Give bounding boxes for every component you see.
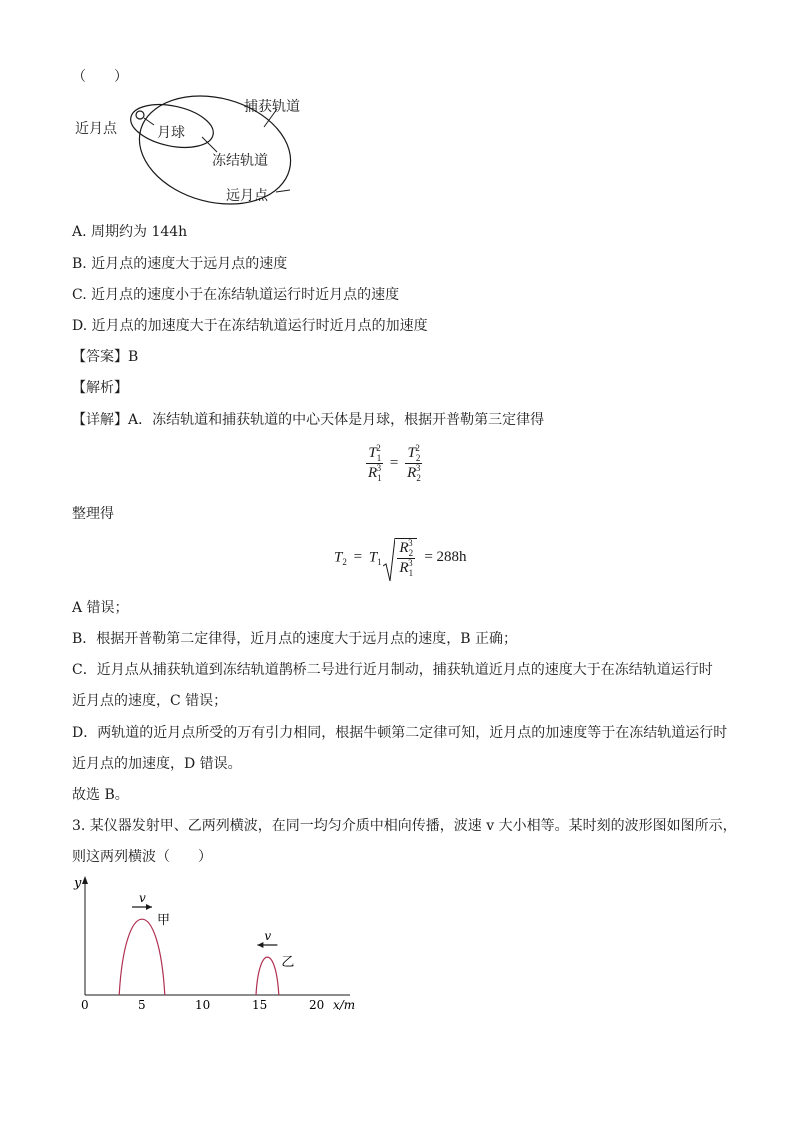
fraction-right: $\frac{T_2^2}{R_2^3}$: [407, 443, 421, 483]
detail-tag: 【详解】: [72, 412, 128, 428]
x-tick-label: 15: [252, 998, 268, 1012]
detail-line-1: [72, 410, 544, 430]
wave-b-curve: [256, 957, 279, 995]
velocity-arrowhead: [146, 904, 152, 910]
answer-tag: 【答案】: [72, 349, 128, 365]
x-axis-label: x/m: [333, 998, 356, 1012]
kepler-third-law-formula: [366, 444, 422, 483]
x-tick-label: 0: [81, 998, 89, 1012]
x-ticks: [81, 998, 324, 1012]
wave-a-label: 甲: [157, 913, 171, 928]
wave-b-label: 乙: [281, 955, 295, 970]
c-explanation-1: C．近月点从捕获轨道到冻结轨道鹊桥二号进行近月制动，捕获轨道近月点的速度大于在冻结轨道运行时: [72, 662, 713, 678]
sqrt-fraction: $\frac{R_2^3}{R_1^3}$: [399, 538, 414, 578]
b-explanation: B．根据开普勒第二定律得，近月点的速度大于远月点的速度，B 正确；: [72, 631, 518, 647]
option-b: B. 近月点的速度大于远月点的速度: [72, 256, 288, 272]
sqrt-sign: [383, 538, 395, 582]
wave-chart: [60, 870, 370, 1020]
sqrt-radical: [395, 538, 416, 578]
label-far-point: 远月点: [226, 188, 268, 204]
x-tick-label: 5: [138, 998, 146, 1012]
fraction-left: $\frac{T_1^2}{R_1^3}$: [368, 443, 382, 483]
a-wrong-line: A 错误；: [72, 600, 129, 616]
rearrange-line: 整理得: [72, 506, 114, 522]
y-axis-arrow: [82, 876, 88, 884]
x-tick-label: 10: [195, 998, 211, 1012]
answer-line: [72, 347, 138, 367]
option-c: C. 近月点的速度小于在冻结轨道运行时近月点的速度: [72, 287, 400, 303]
detail-text: A．冻结轨道和捕获轨道的中心天体是月球，根据开普勒第三定律得: [128, 412, 545, 428]
velocity-label: v: [264, 929, 272, 943]
velocity-arrowhead: [257, 942, 263, 948]
conclusion-line: 故选 B。: [72, 787, 129, 803]
moon-marker: [136, 111, 144, 119]
question-3-line-2: 则这两列横波（ ）: [72, 849, 212, 865]
period-formula: $T_2 = T_1$ $\frac{R_2^3}{R_1^3}$ = 288h: [334, 538, 467, 578]
d-explanation-1: D．两轨道的近月点所受的万有引力相同，根据牛顿第二定律可知，近月点的加速度等于在冻结轨道运行时: [72, 725, 728, 741]
moon-leader: [144, 118, 154, 125]
label-freeze-orbit: 冻结轨道: [212, 153, 268, 169]
velocity-label: v: [139, 891, 146, 905]
question-stub: （ ）: [72, 69, 128, 85]
d-explanation-2: 近月点的加速度，D 错误。: [72, 756, 242, 772]
x-tick-label: 20: [309, 998, 325, 1012]
c-explanation-2: 近月点的速度，C 错误；: [72, 693, 228, 709]
orbit-diagram: [72, 92, 332, 212]
label-capture-orbit: 捕获轨道: [244, 99, 300, 115]
label-near-point: 近月点: [75, 121, 117, 137]
option-d: D. 近月点的加速度大于在冻结轨道运行时近月点的加速度: [72, 318, 428, 334]
far-leader: [276, 190, 290, 192]
analysis-tag: 【解析】: [72, 380, 128, 396]
label-moon: 月球: [157, 125, 185, 141]
equals-sign: =: [389, 455, 399, 471]
wave-a-curve: [119, 919, 165, 995]
y-axis-label: y: [74, 876, 82, 891]
waves: [119, 891, 294, 995]
question-3-line-1: 3. 某仪器发射甲、乙两列横波，在同一均匀介质中相向传播，波速 v 大小相等。某时刻的波形图如图所示，: [72, 818, 737, 834]
answer-value: B: [128, 349, 139, 365]
option-a: A. 周期约为 144h: [72, 224, 188, 240]
